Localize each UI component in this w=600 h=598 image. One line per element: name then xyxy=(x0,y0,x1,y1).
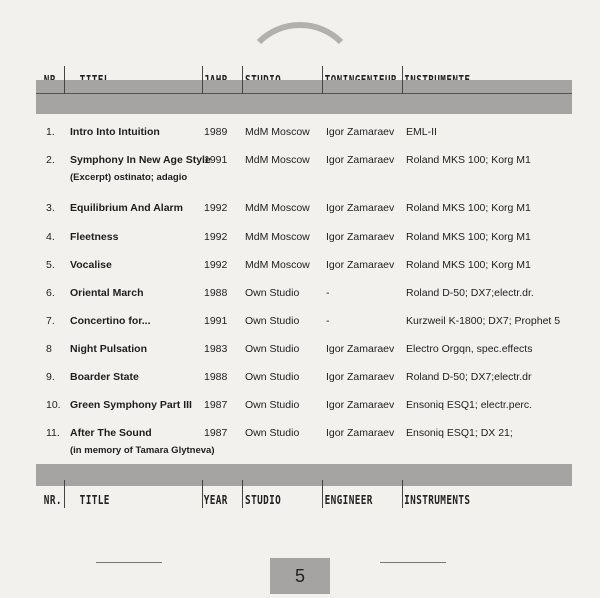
track-engineer: Igor Zamaraev xyxy=(326,231,395,243)
track-nr: 7. xyxy=(46,315,55,327)
track-studio: MdM Moscow xyxy=(245,231,310,243)
track-year: 1988 xyxy=(204,371,228,383)
track-engineer: Igor Zamaraev xyxy=(326,343,395,355)
track-nr: 10. xyxy=(46,399,61,411)
track-engineer: Igor Zamaraev xyxy=(326,371,395,383)
track-year: 1988 xyxy=(204,287,228,299)
track-title: Vocalise xyxy=(70,259,112,271)
track-instruments: Roland D-50; DX7;electr.dr. xyxy=(406,287,534,299)
track-title: Night Pulsation xyxy=(70,343,147,355)
track-studio: Own Studio xyxy=(245,371,300,383)
track-studio: Own Studio xyxy=(245,427,300,439)
track-studio: Own Studio xyxy=(245,399,300,411)
track-instruments: Kurzweil K-1800; DX7; Prophet 5 xyxy=(406,315,561,327)
track-studio: MdM Moscow xyxy=(245,202,310,214)
track-nr: 4. xyxy=(46,231,55,243)
track-studio: MdM Moscow xyxy=(245,126,310,138)
track-engineer: - xyxy=(326,287,330,299)
track-nr: 2. xyxy=(46,154,55,166)
track-title: Symphony In New Age Style xyxy=(70,154,211,166)
track-year: 1992 xyxy=(204,231,228,243)
track-instruments: Ensoniq ESQ1; electr.perc. xyxy=(406,399,533,411)
table-footer-header xyxy=(36,490,471,512)
track-nr: 6. xyxy=(46,287,55,299)
track-nr: 3. xyxy=(46,202,55,214)
track-year: 1989 xyxy=(204,126,228,138)
track-year: 1983 xyxy=(204,343,228,355)
page-number: 5 xyxy=(270,558,330,594)
track-studio: Own Studio xyxy=(245,343,300,355)
footer-instruments: INSTRUMENTS xyxy=(404,493,471,507)
track-title: Green Symphony Part III xyxy=(70,399,192,411)
track-instruments: Roland MKS 100; Korg M1 xyxy=(406,154,531,166)
track-instruments: Roland MKS 100; Korg M1 xyxy=(406,259,531,271)
track-nr: 9. xyxy=(46,371,55,383)
track-nr: 5. xyxy=(46,259,55,271)
track-title: Equilibrium And Alarm xyxy=(70,202,183,214)
track-studio: MdM Moscow xyxy=(245,154,310,166)
track-year: 1991 xyxy=(204,315,228,327)
track-year: 1987 xyxy=(204,427,228,439)
track-year: 1991 xyxy=(204,154,228,166)
track-studio: MdM Moscow xyxy=(245,259,310,271)
track-year: 1987 xyxy=(204,399,228,411)
track-nr: 1. xyxy=(46,126,55,138)
footer-band xyxy=(36,464,572,486)
track-title: After The Sound xyxy=(70,427,152,439)
track-title: Fleetness xyxy=(70,231,119,243)
track-nr: 8 xyxy=(46,343,52,355)
track-title: Intro Into Intuition xyxy=(70,126,160,138)
track-engineer: Igor Zamaraev xyxy=(326,202,395,214)
track-instruments: Roland MKS 100; Korg M1 xyxy=(406,202,531,214)
header-band xyxy=(36,80,572,114)
track-instruments: Roland MKS 100; Korg M1 xyxy=(406,231,531,243)
track-subtitle: (in memory of Tamara Glytneva) xyxy=(70,445,215,456)
footer-year: YEAR xyxy=(203,493,228,507)
track-engineer: - xyxy=(326,315,330,327)
track-subtitle: (Excerpt) ostinato; adagio xyxy=(70,172,188,183)
track-instruments: Roland D-50; DX7;electr.dr xyxy=(406,371,532,383)
track-engineer: Igor Zamaraev xyxy=(326,427,395,439)
track-nr: 11. xyxy=(46,427,60,439)
track-engineer: Igor Zamaraev xyxy=(326,154,395,166)
track-title: Concertino for... xyxy=(70,315,151,327)
track-title: Oriental March xyxy=(70,287,144,299)
track-title: Boarder State xyxy=(70,371,139,383)
track-instruments: Electro Orgqn, spec.effects xyxy=(406,343,533,355)
track-engineer: Igor Zamaraev xyxy=(326,126,395,138)
track-instruments: EML-II xyxy=(406,126,437,138)
footer-studio: STUDIO xyxy=(245,493,282,507)
track-instruments: Ensoniq ESQ1; DX 21; xyxy=(406,427,513,439)
track-studio: Own Studio xyxy=(245,287,300,299)
footer-engineer: ENGINEER xyxy=(324,493,373,507)
track-studio: Own Studio xyxy=(245,315,300,327)
track-engineer: Igor Zamaraev xyxy=(326,399,395,411)
footer-nr: NR. xyxy=(43,493,62,507)
track-year: 1992 xyxy=(204,202,228,214)
track-engineer: Igor Zamaraev xyxy=(326,259,395,271)
track-year: 1992 xyxy=(204,259,228,271)
footer-title: TITLE xyxy=(79,493,110,507)
